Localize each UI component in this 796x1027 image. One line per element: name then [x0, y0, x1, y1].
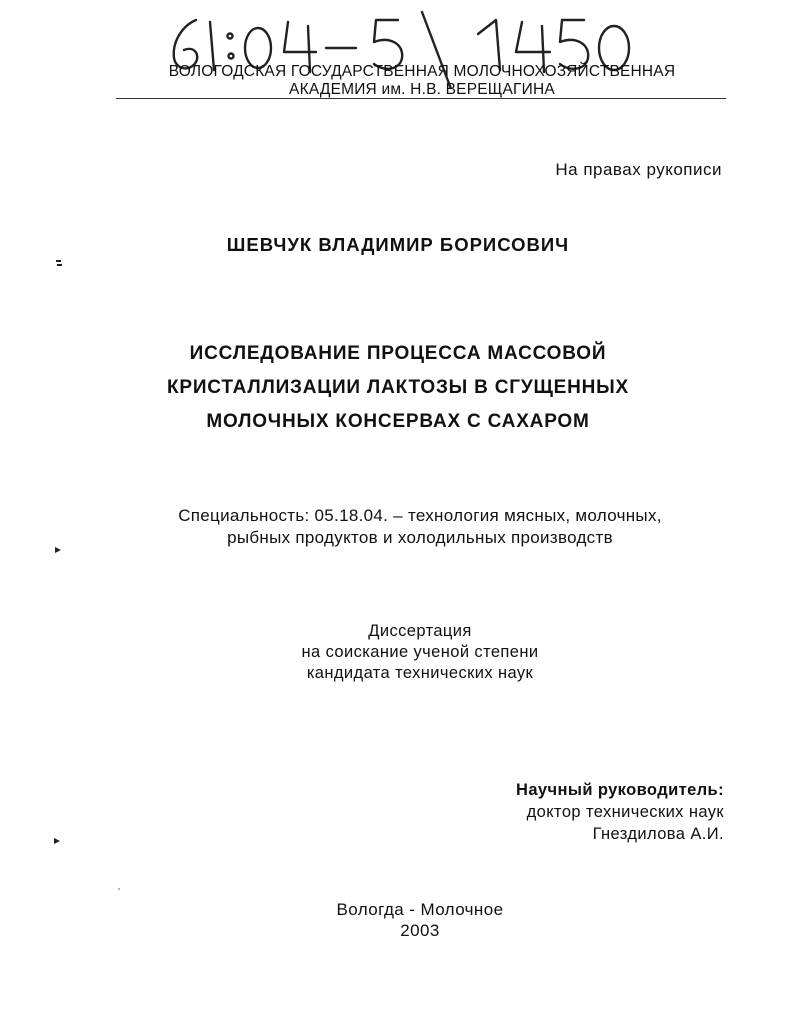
degree-block: [220, 621, 620, 684]
dissertation-title: [120, 337, 676, 439]
scan-mark-middle: [53, 545, 63, 555]
footer-place: Вологда - Молочное: [336, 900, 504, 919]
supervisor-degree: доктор технических наук: [526, 803, 724, 821]
institution-header: [118, 63, 726, 99]
specialty-line-1: Специальность: 05.18.04. – технология мясных, молочных,: [178, 506, 662, 525]
specialty-block: [100, 505, 740, 549]
author-name: ШЕВЧУК ВЛАДИМИР БОРИСОВИЧ: [226, 234, 570, 255]
supervisor-heading: Научный руководитель:: [516, 781, 724, 799]
scan-mark-top: [54, 258, 64, 268]
supervisor-name: Гнездилова А.И.: [592, 825, 724, 843]
scan-mark-bottom: [52, 836, 62, 846]
header-divider: [116, 98, 726, 99]
specialty-line-2: рыбных продуктов и холодильных производств: [227, 528, 613, 547]
degree-line-2: на соискание ученой степени: [301, 643, 539, 661]
institution-line-1: ВОЛОГОДСКАЯ ГОСУДАРСТВЕННАЯ МОЛОЧНОХОЗЯЙСТВЕННАЯ: [168, 63, 676, 80]
degree-line-1: Диссертация: [368, 622, 472, 640]
degree-line-3: кандидата технических наук: [306, 664, 534, 682]
footer-year: 2003: [400, 921, 440, 940]
scan-speck: [118, 888, 120, 890]
supervisor-block: [516, 779, 724, 845]
footer-block: [270, 899, 570, 941]
rights-note: На правах рукописи: [555, 160, 722, 179]
title-line-1: ИССЛЕДОВАНИЕ ПРОЦЕССА МАССОВОЙ: [189, 343, 607, 364]
title-line-2: КРИСТАЛЛИЗАЦИИ ЛАКТОЗЫ В СГУЩЕННЫХ: [166, 377, 630, 398]
institution-line-2: АКАДЕМИЯ им. Н.В. ВЕРЕЩАГИНА: [289, 81, 555, 98]
title-line-3: МОЛОЧНЫХ КОНСЕРВАХ С САХАРОМ: [206, 411, 590, 432]
